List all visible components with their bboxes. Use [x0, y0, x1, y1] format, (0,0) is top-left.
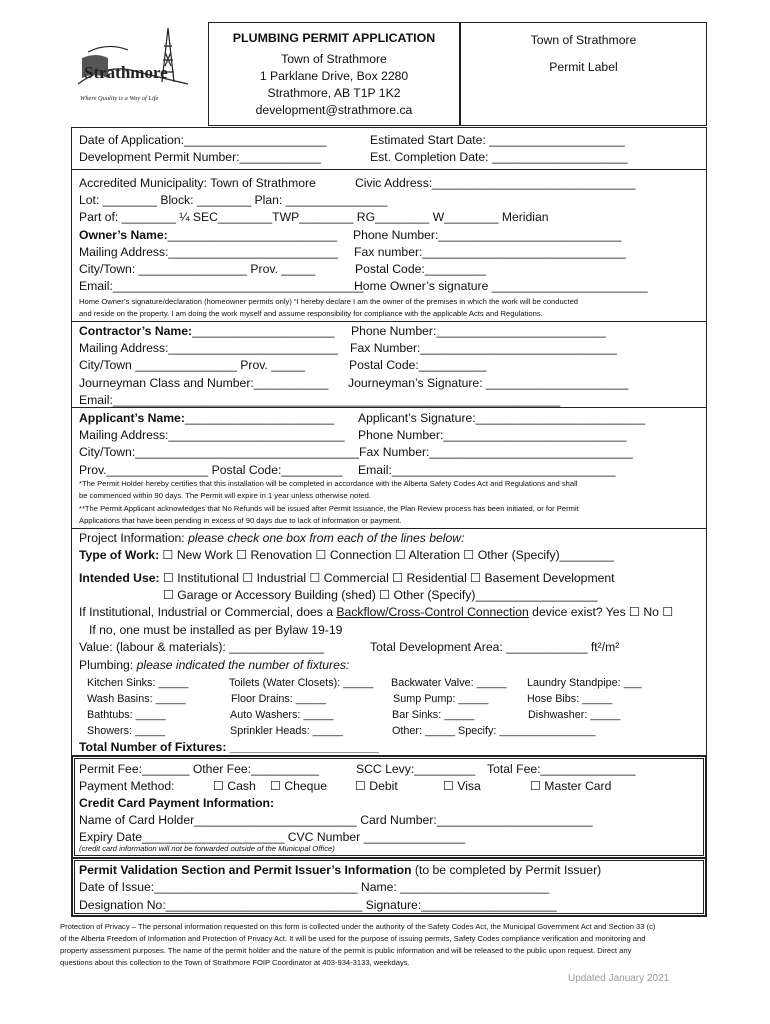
fixture-wash-basins[interactable]: Wash Basins: _____	[87, 693, 186, 705]
right-title: Town of Strathmore	[530, 33, 637, 47]
fixture-auto-washers[interactable]: Auto Washers: _____	[230, 709, 334, 721]
type-of-work-label: Type of Work:	[79, 548, 163, 562]
type-of-work-options[interactable]: ☐ New Work ☐ Renovation ☐ Connection ☐ Alteration ☐ Other (Specify)________	[162, 548, 614, 562]
owner-name-line[interactable]: _________________________	[167, 228, 338, 242]
privacy-line-3: property assessment purposes. The name of the permit holder and the nature of the permit is public information and will be released to the public upon request. Direct any	[60, 946, 632, 955]
total-fee[interactable]: Total Fee:______________	[487, 762, 636, 776]
value-labour-materials[interactable]: Value: (labour & materials): ______________	[79, 640, 325, 654]
civic-address[interactable]: Civic Address:______________________________	[355, 176, 636, 190]
credit-card-heading: Credit Card Payment Information:	[79, 796, 275, 810]
applicant-signature[interactable]: Applicant’s Signature:_________________________	[358, 411, 646, 425]
contractor-fax[interactable]: Fax Number:_____________________________	[350, 341, 618, 355]
privacy-line-2: of the Alberta Freedom of Information and Protection of Privacy Act. It will be used for the purpose of issuing permits, Safety Codes compliance verification and monitoring and	[60, 934, 646, 943]
logo-text: Strathmore	[84, 63, 168, 82]
divider	[71, 321, 706, 322]
owner-signature[interactable]: Home Owner’s signature _______________________	[354, 279, 648, 293]
date-of-issue-name[interactable]: Date of Issue:______________________________ Name: ______________________	[79, 880, 550, 894]
applicant-name-label: Applicant’s Name:	[79, 411, 185, 425]
intended-use-label: Intended Use:	[79, 571, 163, 585]
intended-use[interactable]	[79, 571, 615, 586]
fixture-floor-drains[interactable]: Floor Drains: _____	[231, 693, 326, 705]
contractor-city-prov[interactable]: City/Town _______________ Prov. _____	[79, 358, 306, 372]
owner-email[interactable]: Email:_____________________________________	[79, 279, 364, 293]
contractor-mailing-address[interactable]: Mailing Address:_________________________	[79, 341, 338, 355]
privacy-line-1: Protection of Privacy – The personal information requested on this form is collected under the authority of the Safety Codes Act, the Municipal Government Act and Section 33 (c)	[60, 922, 656, 931]
fixture-sprinkler-heads[interactable]: Sprinkler Heads: _____	[230, 725, 343, 737]
fixture-laundry-standpipe[interactable]: Laundry Standpipe: ___	[527, 677, 642, 689]
updated-date: Updated January 2021	[568, 973, 670, 984]
no-refunds-note-1: **The Permit Applicant acknowledges that No Refunds will be issued after Permit Issuance, the Plan Review process has been initiated, or for Permit	[79, 504, 579, 513]
backflow-question[interactable]: If Institutional, Industrial or Commercial, does a Backflow/Cross-Control Connection device exist? Yes ☐ No ☐	[79, 605, 674, 619]
contractor-name-line[interactable]: _____________________	[192, 324, 335, 338]
contractor-phone[interactable]: Phone Number:_________________________	[351, 324, 606, 338]
permit-other-fee[interactable]: Permit Fee:_______ Other Fee:__________	[79, 762, 319, 776]
applicant-prov-postal[interactable]: Prov._______________ Postal Code:_________	[79, 463, 343, 477]
fixture-bar-sinks[interactable]: Bar Sinks: _____	[392, 709, 475, 721]
fixture-sump-pump[interactable]: Sump Pump: _____	[393, 693, 489, 705]
type-of-work[interactable]	[79, 548, 614, 563]
date-of-application[interactable]: Date of Application:_____________________	[79, 133, 327, 147]
form-title: PLUMBING PERMIT APPLICATION	[232, 31, 436, 45]
bylaw-note: If no, one must be installed as per Bylaw 19-19	[89, 623, 343, 637]
owner-mailing-address[interactable]: Mailing Address:_________________________	[79, 245, 338, 259]
journeyman-signature[interactable]: Journeyman’s Signature: _____________________	[348, 376, 629, 390]
fixture-hose-bibs[interactable]: Hose Bibs: _____	[527, 693, 613, 705]
scc-levy[interactable]: SCC Levy:_________	[356, 762, 476, 776]
owner-fax[interactable]: Fax number:______________________________	[354, 245, 626, 259]
applicant-mailing-address[interactable]: Mailing Address:__________________________	[79, 428, 345, 442]
address-line-2: 1 Parklane Drive, Box 2280	[259, 69, 409, 83]
fixture-backwater-valve[interactable]: Backwater Valve: _____	[391, 677, 507, 689]
designation-signature[interactable]: Designation No:_____________________________ Signature:____________________	[79, 898, 557, 912]
payment-cheque[interactable]: ☐ Cheque	[270, 779, 328, 793]
address-line-1: Town of Strathmore	[281, 52, 387, 66]
payment-method-label: Payment Method:	[79, 779, 175, 793]
payment-debit[interactable]: ☐ Debit	[355, 779, 398, 793]
applicant-name-line[interactable]: ______________________	[184, 411, 334, 425]
total-development-area[interactable]: Total Development Area: ____________ ft²/m²	[370, 640, 620, 654]
contractor-postal-code[interactable]: Postal Code:__________	[349, 358, 487, 372]
development-permit-number[interactable]: Development Permit Number:____________	[79, 150, 321, 164]
fixture-kitchen-sinks[interactable]: Kitchen Sinks: _____	[87, 677, 189, 689]
expiry-cvc[interactable]: Expiry Date_____________________ CVC Number _______________	[79, 830, 466, 844]
owner-declaration-1: Home Owner’s signature/declaration (homeowner permits only) “I hereby declare I am the owner of the premises in which the work will be conducted	[79, 297, 579, 306]
payment-master-card[interactable]: ☐ Master Card	[530, 779, 612, 793]
contractor-name-label: Contractor’s Name:	[79, 324, 193, 338]
owner-name[interactable]	[79, 228, 337, 243]
legal-land-description[interactable]: Part of: ________ ¼ SEC________TWP________ RG________ W________ Meridian	[79, 210, 549, 224]
owner-city-prov[interactable]: City/Town: ________________ Prov. _____	[79, 262, 316, 276]
applicant-phone[interactable]: Phone Number:___________________________	[358, 428, 627, 442]
backflow-link[interactable]: Backflow/Cross-Control Connection	[336, 605, 529, 619]
owner-name-label: Owner’s Name:	[79, 228, 168, 242]
address-line-3: Strathmore, AB T1P 1K2	[267, 86, 401, 100]
permit-holder-note-1: *The Permit Holder hereby certifies that this installation will be completed in accordance with the Alberta Safety Codes Act and Regulations and shall	[79, 479, 578, 488]
total-number-of-fixtures[interactable]: Total Number of Fixtures: ______________________	[79, 740, 379, 754]
payment-visa[interactable]: ☐ Visa	[443, 779, 481, 793]
owner-declaration-2: and reside on the property. I am doing the work myself and assume responsibility for compliance with the applicable Acts and Regulations.	[79, 309, 543, 318]
fixture-other[interactable]: Other: _____ Specify: ________________	[392, 725, 596, 737]
divider	[71, 528, 706, 529]
fixture-dishwasher[interactable]: Dishwasher: _____	[528, 709, 621, 721]
credit-card-note: (credit card information will not be forwarded outside of the Municipal Office)	[79, 844, 335, 853]
privacy-line-4: questions about this collection to the Town of Strathmore FOIP Coordinator at 403-934-3133, weekdays.	[60, 958, 410, 967]
contractor-name[interactable]	[79, 324, 334, 339]
fixture-toilets[interactable]: Toilets (Water Closets): _____	[229, 677, 374, 689]
validation-heading: Permit Validation Section and Permit Issuer’s Information (to be completed by Permit Issuer)	[79, 863, 602, 877]
divider	[71, 169, 706, 170]
divider	[71, 407, 706, 408]
applicant-fax[interactable]: Fax Number:______________________________	[359, 445, 633, 459]
est-completion-date[interactable]: Est. Completion Date: ____________________	[370, 150, 628, 164]
plumbing-heading: Plumbing: please indicated the number of fixtures:	[79, 658, 350, 672]
address-email: development@strathmore.ca	[255, 103, 413, 117]
lot-block-plan[interactable]: Lot: ________ Block: ________ Plan: _______________	[79, 193, 388, 207]
town-logo	[68, 22, 198, 106]
logo-tagline: Where Quality is a Way of Life	[80, 95, 159, 102]
applicant-name[interactable]	[79, 411, 334, 426]
applicant-city[interactable]: City/Town:_________________________________	[79, 445, 359, 459]
project-information: Project Information: please check one box from each of the lines below:	[79, 531, 465, 545]
journeyman-class[interactable]: Journeyman Class and Number:___________	[79, 376, 329, 390]
owner-postal-code[interactable]: Postal Code:_________	[355, 262, 486, 276]
fixture-showers[interactable]: Showers: _____	[87, 725, 166, 737]
card-holder-number[interactable]: Name of Card Holder________________________ Card Number:_______________________	[79, 813, 593, 827]
no-refunds-note-2: Applications that have been pending in excess of 90 days due to lack of information or payment.	[79, 516, 402, 525]
fixture-bathtubs[interactable]: Bathtubs: _____	[87, 709, 166, 721]
estimated-start-date[interactable]: Estimated Start Date: ____________________	[370, 133, 625, 147]
intended-use-options[interactable]: ☐ Institutional ☐ Industrial ☐ Commercial ☐ Residential ☐ Basement Development	[162, 571, 615, 585]
permit-label: Permit Label	[549, 60, 618, 74]
owner-phone[interactable]: Phone Number:___________________________	[353, 228, 622, 242]
contractor-email[interactable]: Email:__________________________________________________________________	[79, 393, 561, 407]
intended-use-options-2[interactable]: ☐ Garage or Accessory Building (shed) ☐ Other (Specify)__________________	[163, 588, 598, 602]
permit-holder-note-2: be commenced within 90 days. The Permit will expire in 1 year unless otherwise noted.	[79, 491, 371, 500]
payment-cash[interactable]: ☐ Cash	[213, 779, 256, 793]
accredited-municipality: Accredited Municipality: Town of Strathmore	[79, 176, 316, 190]
applicant-email[interactable]: Email:_________________________________	[358, 463, 616, 477]
